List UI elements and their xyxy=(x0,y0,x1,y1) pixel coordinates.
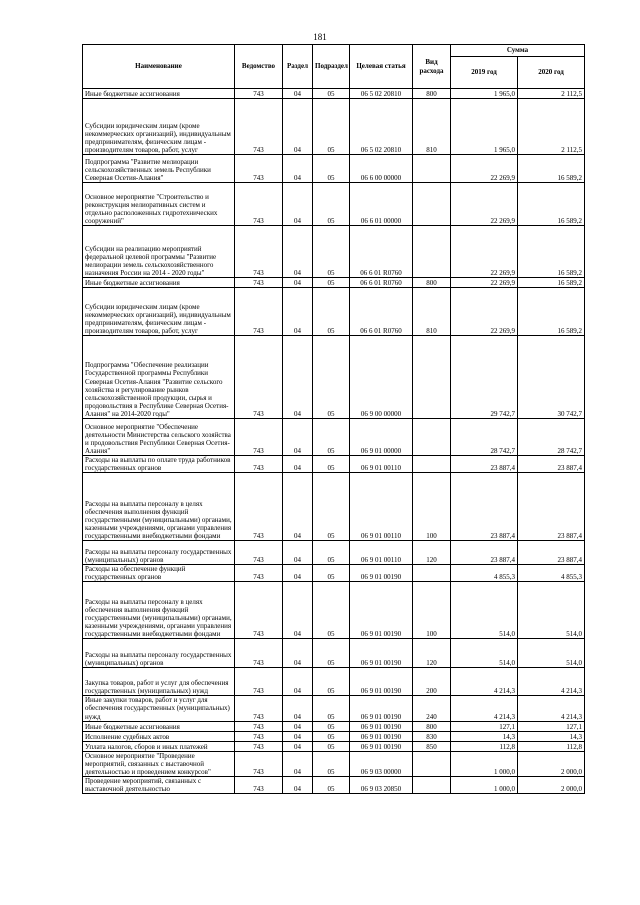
row-subsection: 05 xyxy=(313,751,350,776)
row-name: Иные закупки товаров, работ и услуг для обеспечения государственных (муниципальных) нужд xyxy=(83,696,235,721)
row-2019: 22 269,9 xyxy=(451,155,518,183)
row-subsection: 05 xyxy=(313,456,350,473)
row-name: Расходы на выплаты персоналу государственных (муниципальных) органов xyxy=(83,639,235,668)
row-exptype xyxy=(413,226,451,278)
table-row xyxy=(83,278,585,288)
table-row xyxy=(83,99,585,155)
table-row xyxy=(83,155,585,183)
row-section: 04 xyxy=(283,278,313,288)
row-2020: 14,3 xyxy=(518,731,585,741)
row-target: 06 9 01 00190 xyxy=(350,741,413,751)
row-dept: 743 xyxy=(235,721,283,731)
table-row xyxy=(83,565,585,582)
row-subsection: 05 xyxy=(313,336,350,419)
row-name: Расходы на выплаты персоналу в целях обеспечения выполнения функций государственными (муниципальными) органами, казенными учреждениями, органами управления государственными внебюджетными фондами xyxy=(83,582,235,639)
row-name: Основное мероприятие "Строительство и реконструкция мелиоративных систем и отдельно расположенных гидротехнических сооружений" xyxy=(83,183,235,226)
row-2020: 16 589,2 xyxy=(518,278,585,288)
row-exptype: 120 xyxy=(413,639,451,668)
row-2020: 16 589,2 xyxy=(518,288,585,336)
row-2020: 30 742,7 xyxy=(518,336,585,419)
row-exptype: 100 xyxy=(413,582,451,639)
row-exptype xyxy=(413,419,451,456)
header-exptype: Вид расхода xyxy=(413,45,451,89)
row-target: 06 9 01 00110 xyxy=(350,473,413,541)
row-subsection: 05 xyxy=(313,226,350,278)
row-2020: 16 589,2 xyxy=(518,183,585,226)
row-target: 06 9 01 00000 xyxy=(350,419,413,456)
row-dept: 743 xyxy=(235,278,283,288)
row-2020: 23 887,4 xyxy=(518,456,585,473)
row-name: Расходы на выплаты персоналу государственных (муниципальных) органов xyxy=(83,541,235,565)
header-dept: Ведомство xyxy=(235,45,283,89)
budget-table xyxy=(82,44,585,794)
row-exptype xyxy=(413,565,451,582)
row-name: Уплата налогов, сборов и иных платежей xyxy=(83,741,235,751)
row-name: Расходы на выплаты по оплате труда работников государственных органов xyxy=(83,456,235,473)
row-exptype xyxy=(413,336,451,419)
row-exptype: 120 xyxy=(413,541,451,565)
row-2019: 22 269,9 xyxy=(451,226,518,278)
table-row xyxy=(83,288,585,336)
row-2020: 28 742,7 xyxy=(518,419,585,456)
row-dept: 743 xyxy=(235,419,283,456)
row-2020: 4 214,3 xyxy=(518,668,585,696)
row-dept: 743 xyxy=(235,336,283,419)
table-body xyxy=(83,89,585,794)
row-2019: 23 887,4 xyxy=(451,541,518,565)
row-section: 04 xyxy=(283,582,313,639)
row-2020: 514,0 xyxy=(518,639,585,668)
header-section: Раздел xyxy=(283,45,313,89)
row-2019: 22 269,9 xyxy=(451,183,518,226)
row-target: 06 6 01 00000 xyxy=(350,183,413,226)
row-subsection: 05 xyxy=(313,278,350,288)
row-target: 06 9 01 00190 xyxy=(350,668,413,696)
row-name: Субсидии юридическим лицам (кроме некоммерческих организаций), индивидуальным предпринимателям, физическим лицам - производителям товаров, работ, услуг xyxy=(83,288,235,336)
row-2019: 14,3 xyxy=(451,731,518,741)
row-dept: 743 xyxy=(235,731,283,741)
row-dept: 743 xyxy=(235,582,283,639)
row-section: 04 xyxy=(283,288,313,336)
row-target: 06 6 00 00000 xyxy=(350,155,413,183)
row-dept: 743 xyxy=(235,668,283,696)
row-2019: 28 742,7 xyxy=(451,419,518,456)
row-2019: 1 965,0 xyxy=(451,89,518,99)
table-row xyxy=(83,668,585,696)
row-name: Субсидии на реализацию мероприятий федеральной целевой программы "Развитие мелиорации земель сельскохозяйственного назначения России на 2014 - 2020 годы" xyxy=(83,226,235,278)
row-name: Проведение мероприятий, связанных с выставочной деятельностью xyxy=(83,776,235,793)
row-2019: 23 887,4 xyxy=(451,473,518,541)
row-section: 04 xyxy=(283,639,313,668)
table-row xyxy=(83,639,585,668)
header-target: Целевая статья xyxy=(350,45,413,89)
row-exptype: 200 xyxy=(413,668,451,696)
row-2020: 2 000,0 xyxy=(518,776,585,793)
row-exptype: 850 xyxy=(413,741,451,751)
row-subsection: 05 xyxy=(313,89,350,99)
row-target: 06 6 01 R0760 xyxy=(350,278,413,288)
row-dept: 743 xyxy=(235,565,283,582)
row-2019: 1 965,0 xyxy=(451,99,518,155)
row-subsection: 05 xyxy=(313,99,350,155)
row-dept: 743 xyxy=(235,741,283,751)
table-row xyxy=(83,183,585,226)
table-row xyxy=(83,731,585,741)
row-section: 04 xyxy=(283,89,313,99)
row-name: Основное мероприятие "Проведение мероприятий, связанных с выставочной деятельностью и проведением конкурсов" xyxy=(83,751,235,776)
row-exptype xyxy=(413,155,451,183)
row-2020: 4 214,3 xyxy=(518,696,585,721)
row-subsection: 05 xyxy=(313,731,350,741)
row-section: 04 xyxy=(283,99,313,155)
row-section: 04 xyxy=(283,668,313,696)
row-section: 04 xyxy=(283,456,313,473)
row-section: 04 xyxy=(283,731,313,741)
row-2019: 112,8 xyxy=(451,741,518,751)
row-subsection: 05 xyxy=(313,721,350,731)
row-2019: 1 000,0 xyxy=(451,751,518,776)
row-2020: 127,1 xyxy=(518,721,585,731)
table-row xyxy=(83,741,585,751)
row-dept: 743 xyxy=(235,288,283,336)
row-dept: 743 xyxy=(235,473,283,541)
row-exptype: 810 xyxy=(413,288,451,336)
row-exptype: 800 xyxy=(413,89,451,99)
row-2019: 514,0 xyxy=(451,639,518,668)
row-2020: 112,8 xyxy=(518,741,585,751)
row-2020: 23 887,4 xyxy=(518,473,585,541)
row-section: 04 xyxy=(283,696,313,721)
row-dept: 743 xyxy=(235,776,283,793)
row-2019: 4 855,3 xyxy=(451,565,518,582)
table-row xyxy=(83,582,585,639)
row-target: 06 9 03 20850 xyxy=(350,776,413,793)
row-subsection: 05 xyxy=(313,155,350,183)
row-target: 06 9 00 00000 xyxy=(350,336,413,419)
row-name: Иные бюджетные ассигнования xyxy=(83,721,235,731)
row-section: 04 xyxy=(283,183,313,226)
row-subsection: 05 xyxy=(313,741,350,751)
row-2019: 23 887,4 xyxy=(451,456,518,473)
row-dept: 743 xyxy=(235,99,283,155)
row-dept: 743 xyxy=(235,696,283,721)
row-2020: 2 112,5 xyxy=(518,89,585,99)
header-sum: Сумма xyxy=(451,45,585,57)
row-dept: 743 xyxy=(235,226,283,278)
row-dept: 743 xyxy=(235,751,283,776)
page-number: 181 xyxy=(313,32,327,42)
row-section: 04 xyxy=(283,776,313,793)
row-section: 04 xyxy=(283,565,313,582)
row-target: 06 9 01 00110 xyxy=(350,541,413,565)
row-name: Расходы на обеспечение функций государственных органов xyxy=(83,565,235,582)
row-name: Основное мероприятие "Обеспечение деятельности Министерства сельского хозяйства и продовольствия Республики Северная Осетия-Алания" xyxy=(83,419,235,456)
header-subsection: Подраздел xyxy=(313,45,350,89)
row-subsection: 05 xyxy=(313,288,350,336)
row-2019: 127,1 xyxy=(451,721,518,731)
row-subsection: 05 xyxy=(313,183,350,226)
row-target: 06 5 02 20810 xyxy=(350,99,413,155)
row-target: 06 9 01 00190 xyxy=(350,565,413,582)
row-dept: 743 xyxy=(235,541,283,565)
row-section: 04 xyxy=(283,226,313,278)
row-2019: 514,0 xyxy=(451,582,518,639)
row-subsection: 05 xyxy=(313,419,350,456)
row-2020: 2 112,5 xyxy=(518,99,585,155)
row-exptype xyxy=(413,751,451,776)
table-row xyxy=(83,541,585,565)
row-exptype xyxy=(413,183,451,226)
row-2020: 16 589,2 xyxy=(518,226,585,278)
row-2019: 4 214,3 xyxy=(451,696,518,721)
row-dept: 743 xyxy=(235,155,283,183)
row-name: Исполнение судебных актов xyxy=(83,731,235,741)
row-target: 06 9 01 00190 xyxy=(350,731,413,741)
row-section: 04 xyxy=(283,541,313,565)
row-subsection: 05 xyxy=(313,473,350,541)
row-subsection: 05 xyxy=(313,639,350,668)
row-target: 06 9 01 00190 xyxy=(350,639,413,668)
row-subsection: 05 xyxy=(313,582,350,639)
row-exptype: 810 xyxy=(413,99,451,155)
row-name: Субсидии юридическим лицам (кроме некоммерческих организаций), индивидуальным предпринимателям, физическим лицам - производителям товаров, работ, услуг xyxy=(83,99,235,155)
row-dept: 743 xyxy=(235,456,283,473)
row-2019: 22 269,9 xyxy=(451,288,518,336)
table-row xyxy=(83,751,585,776)
row-exptype: 830 xyxy=(413,731,451,741)
row-subsection: 05 xyxy=(313,668,350,696)
row-name: Подпрограмма "Развитие мелиорации сельскохозяйственных земель Республики Северная Осетия-Алания" xyxy=(83,155,235,183)
row-exptype: 100 xyxy=(413,473,451,541)
row-name: Подпрограмма "Обеспечение реализации Государственной программы Республики Северная Осетия-Алания "Развитие сельского хозяйства и регулирование рынков сельскохозяйственной продукции, сырья и продовольствия в Республике Северная Осетия-Алания" на 2014-2020 годы" xyxy=(83,336,235,419)
header-2019: 2019 год xyxy=(451,57,518,89)
row-target: 06 6 01 R0760 xyxy=(350,288,413,336)
table-row xyxy=(83,226,585,278)
row-target: 06 9 01 00110 xyxy=(350,456,413,473)
row-exptype: 800 xyxy=(413,278,451,288)
row-name: Закупка товаров, работ и услуг для обеспечения государственных (муниципальных) нужд xyxy=(83,668,235,696)
header-name: Наименование xyxy=(83,45,235,89)
row-section: 04 xyxy=(283,473,313,541)
row-exptype xyxy=(413,456,451,473)
row-target: 06 6 01 R0760 xyxy=(350,226,413,278)
row-target: 06 9 01 00190 xyxy=(350,582,413,639)
row-exptype: 240 xyxy=(413,696,451,721)
row-2020: 4 855,3 xyxy=(518,565,585,582)
row-dept: 743 xyxy=(235,639,283,668)
table-row xyxy=(83,721,585,731)
row-section: 04 xyxy=(283,336,313,419)
table-row xyxy=(83,696,585,721)
row-2019: 29 742,7 xyxy=(451,336,518,419)
row-section: 04 xyxy=(283,419,313,456)
row-2019: 22 269,9 xyxy=(451,278,518,288)
row-2020: 514,0 xyxy=(518,582,585,639)
row-target: 06 9 01 00190 xyxy=(350,696,413,721)
row-section: 04 xyxy=(283,741,313,751)
header-2020: 2020 год xyxy=(518,57,585,89)
row-target: 06 9 03 00000 xyxy=(350,751,413,776)
row-section: 04 xyxy=(283,751,313,776)
row-section: 04 xyxy=(283,721,313,731)
row-dept: 743 xyxy=(235,89,283,99)
row-subsection: 05 xyxy=(313,776,350,793)
row-name: Иные бюджетные ассигнования xyxy=(83,278,235,288)
table-row xyxy=(83,89,585,99)
row-name: Иные бюджетные ассигнования xyxy=(83,89,235,99)
row-2019: 1 000,0 xyxy=(451,776,518,793)
table-row xyxy=(83,456,585,473)
row-2020: 23 887,4 xyxy=(518,541,585,565)
row-exptype xyxy=(413,776,451,793)
row-subsection: 05 xyxy=(313,541,350,565)
table-row xyxy=(83,776,585,793)
table-row xyxy=(83,473,585,541)
row-2020: 16 589,2 xyxy=(518,155,585,183)
row-subsection: 05 xyxy=(313,565,350,582)
row-2019: 4 214,3 xyxy=(451,668,518,696)
row-section: 04 xyxy=(283,155,313,183)
table-row xyxy=(83,336,585,419)
row-dept: 743 xyxy=(235,183,283,226)
row-exptype: 800 xyxy=(413,721,451,731)
row-2020: 2 000,0 xyxy=(518,751,585,776)
row-target: 06 9 01 00190 xyxy=(350,721,413,731)
row-name: Расходы на выплаты персоналу в целях обеспечения выполнения функций государственными (муниципальными) органами, казенными учреждениями, органами управления государственными внебюджетными фондами xyxy=(83,473,235,541)
table-row xyxy=(83,419,585,456)
row-subsection: 05 xyxy=(313,696,350,721)
row-target: 06 5 02 20810 xyxy=(350,89,413,99)
